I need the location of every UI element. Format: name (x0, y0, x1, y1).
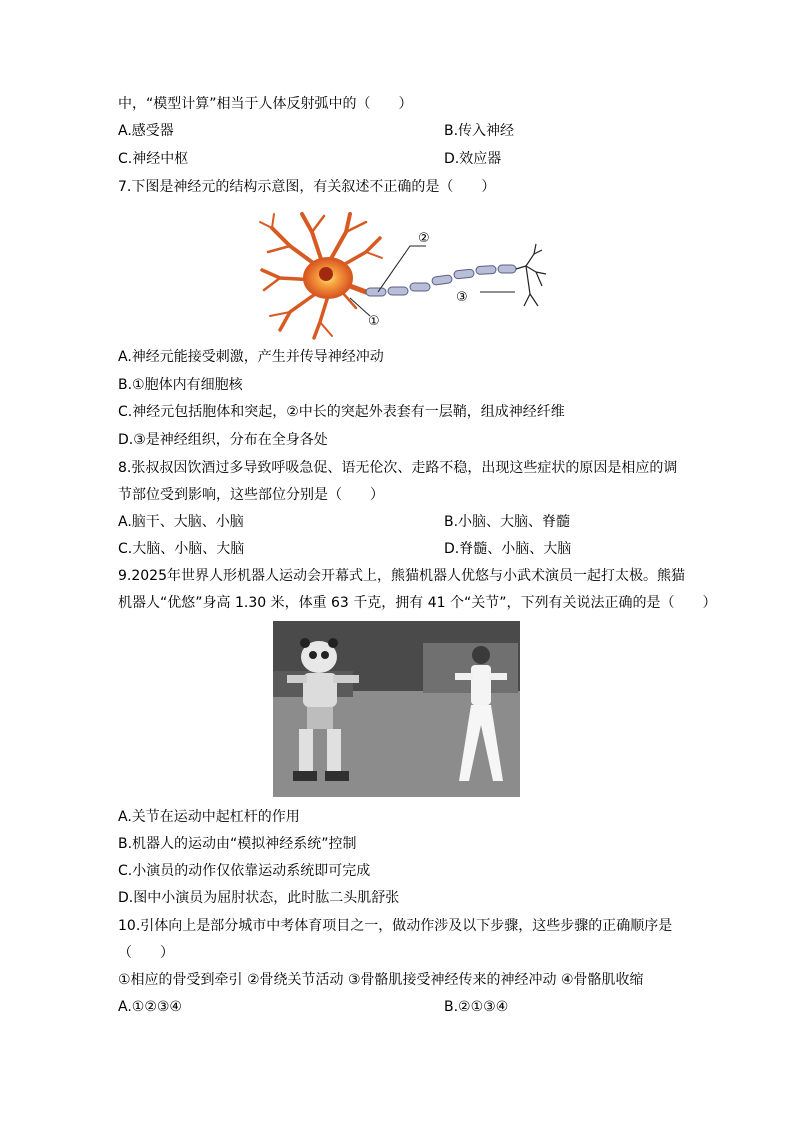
q7-stem: 7.下图是神经元的结构示意图，有关叙述不正确的是（ ） (118, 179, 496, 195)
label-3: ③ (456, 290, 468, 305)
q8-stem-line1: 8.张叔叔因饮酒过多导致呼吸急促、语无伦次、走路不稳，出现这些症状的原因是相应的调 (118, 460, 678, 476)
axon (366, 265, 516, 296)
q7-option-b: B.①胞体内有细胞核 (118, 377, 243, 393)
q9-option-c: C.小演员的动作仅依靠运动系统即可完成 (118, 863, 371, 879)
axon-terminal (516, 244, 546, 306)
q9-option-b: B.机器人的运动由“模拟神经系统”控制 (118, 836, 357, 852)
q8-option-c: C.大脑、小脑、大脑 (118, 541, 245, 557)
label-1: ① (368, 314, 380, 329)
q9-option-a: A.关节在运动中起杠杆的作用 (118, 809, 300, 825)
q6-option-d: D.效应器 (444, 151, 502, 167)
q7-option-d: D.③是神经组织，分布在全身各处 (118, 432, 328, 448)
q9-stem-line1: 9.2025年世界人形机器人运动会开幕式上，熊猫机器人优悠与小武术演员一起打太极。熊猫 (118, 568, 685, 584)
q10-stem-line2: （ ） (118, 945, 174, 961)
q9-option-d: D.图中小演员为屈肘状态，此时肱二头肌舒张 (118, 890, 400, 906)
q8-option-a: A.脑干、大脑、小脑 (118, 514, 244, 530)
q6-stem: 中，“模型计算”相当于人体反射弧中的（ ） (118, 96, 413, 112)
q8-option-d: D.脊髓、小脑、大脑 (444, 541, 572, 557)
q10-option-a: A.①②③④ (118, 999, 182, 1015)
q8-stem-line2: 节部位受到影响，这些部位分别是（ ） (118, 487, 384, 503)
q8-option-b: B.小脑、大脑、脊髓 (444, 514, 571, 530)
figure-labels (368, 231, 468, 329)
q7-option-c: C.神经元包括胞体和突起，②中长的突起外表套有一层鞘，组成神经纤维 (118, 404, 565, 420)
q9-stem-line2: 机器人“优悠”身高 1.30 米，体重 63 千克，拥有 41 个“关节”，下列有关说法正确的是（ ） (118, 595, 717, 611)
q10-option-b: B.②①③④ (444, 999, 509, 1015)
q10-steps: ①相应的骨受到牵引 ②骨绕关节活动 ③骨骼肌接受神经传来的神经冲动 ④骨骼肌收缩 (118, 972, 644, 988)
q6-option-b: B.传入神经 (444, 123, 515, 139)
neuron-diagram (250, 208, 550, 342)
q7-option-a: A.神经元能接受刺激，产生并传导神经冲动 (118, 349, 384, 365)
q6-option-c: C.神经中枢 (118, 151, 189, 167)
nucleus (319, 267, 333, 281)
label-2: ② (418, 231, 430, 246)
q6-option-a: A.感受器 (118, 123, 174, 139)
q10-stem-line1: 10.引体向上是部分城市中考体育项目之一，做动作涉及以下步骤，这些步骤的正确顺序是 (118, 918, 673, 934)
robot-taichi-photo (273, 621, 520, 797)
